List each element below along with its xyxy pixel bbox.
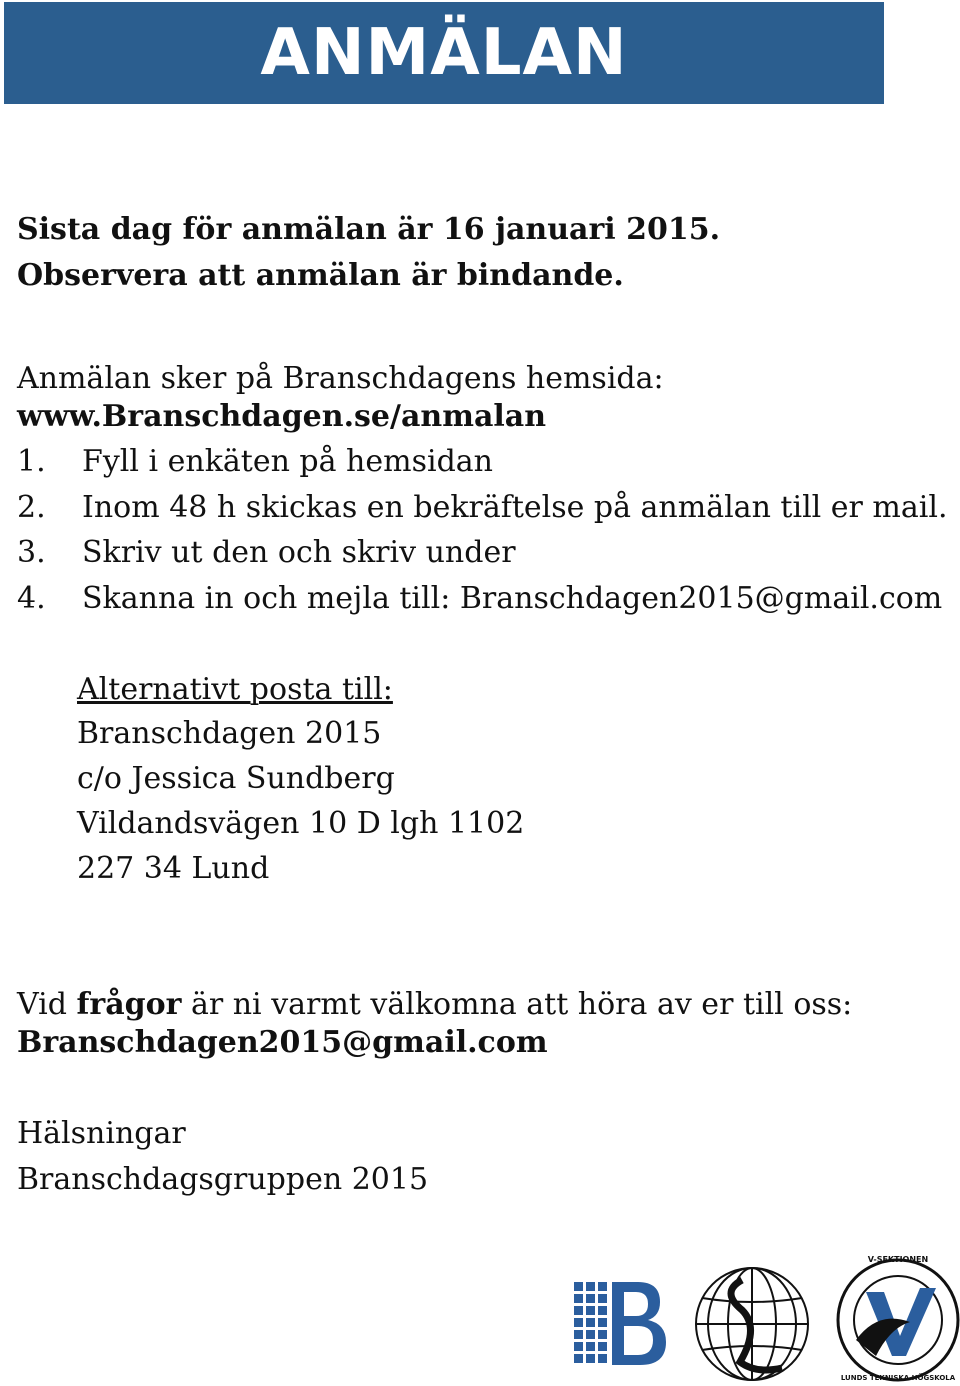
contact-email[interactable]: Branschdagen2015@gmail.com — [17, 1025, 548, 1060]
address-line: c/o Jessica Sundberg — [77, 761, 395, 796]
page-title: ANMÄLAN — [260, 16, 628, 90]
questions-suffix: är ni varmt välkomna att höra av er till oss: — [181, 987, 853, 1022]
registration-intro: Anmälan sker på Branschdagens hemsida: — [17, 361, 664, 396]
greeting: Hälsningar — [17, 1116, 186, 1151]
address-line: Vildandsvägen 10 D lgh 1102 — [77, 806, 525, 841]
step-number: 1. — [17, 444, 46, 479]
step-text: Skanna in och mejla till: Branschdagen2015@gmail.com — [82, 581, 943, 616]
sponsor-logos — [560, 1240, 960, 1386]
step-text: Skriv ut den och skriv under — [82, 535, 516, 570]
postal-heading: Alternativt posta till: — [77, 672, 393, 707]
questions-line — [17, 987, 852, 1023]
step-text: Inom 48 h skickas en bekräftelse på anmälan till er mail. — [82, 490, 948, 525]
logo-top-text: V-SEKTIONEN — [867, 1255, 929, 1264]
globe-logo — [696, 1268, 808, 1380]
v-sektionen-logo — [838, 1255, 958, 1382]
branschdagen-logo — [574, 1282, 666, 1365]
address-line: Branschdagen 2015 — [77, 716, 382, 751]
step-number: 3. — [17, 535, 46, 570]
questions-bold: frågor — [76, 987, 182, 1022]
address-line: 227 34 Lund — [77, 851, 270, 886]
step-number: 2. — [17, 490, 46, 525]
step-number: 4. — [17, 581, 46, 616]
signature: Branschdagsgruppen 2015 — [17, 1162, 429, 1197]
binding-notice: Observera att anmälan är bindande. — [17, 258, 624, 293]
registration-url[interactable]: www.Branschdagen.se/anmalan — [17, 399, 547, 434]
step-text: Fyll i enkäten på hemsidan — [82, 444, 493, 479]
logo-bottom-text: LUNDS TEKNISKA HÖGSKOLA — [840, 1374, 956, 1382]
header-banner — [4, 2, 884, 104]
deadline-line: Sista dag för anmälan är 16 januari 2015. — [17, 212, 721, 247]
questions-prefix: Vid — [17, 987, 77, 1022]
